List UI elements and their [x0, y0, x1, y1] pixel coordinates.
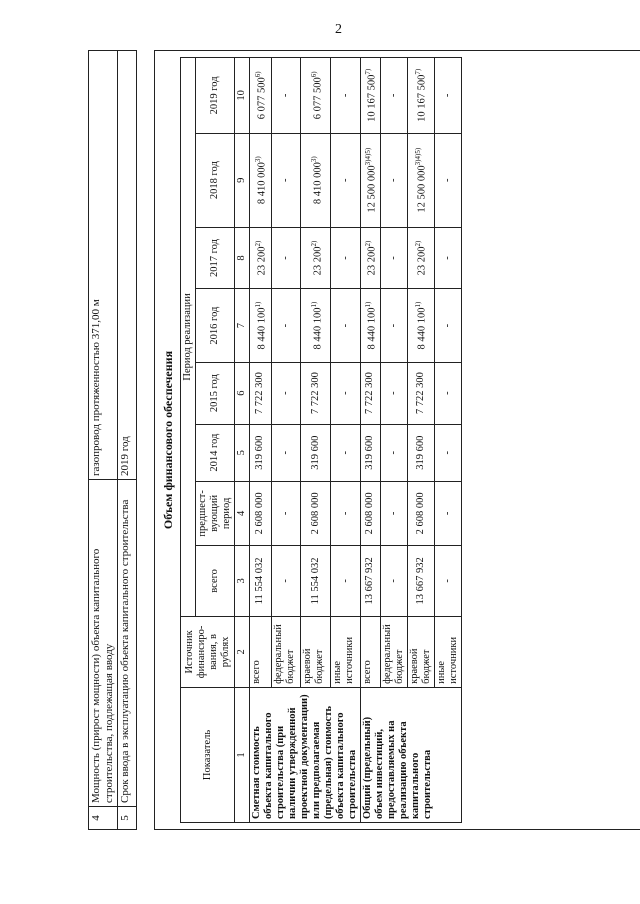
value-text: -: [441, 256, 453, 260]
header-total: всего: [196, 545, 235, 616]
value-text: -: [279, 256, 291, 260]
source-cell: иные источники: [434, 616, 461, 687]
value-cell: [271, 424, 301, 481]
value-cell: [407, 362, 434, 424]
top-table: [88, 50, 137, 830]
top-row: [89, 51, 118, 830]
value-cell: [331, 289, 361, 362]
row-label: Срок ввода в эксплуатацию объекта капитального строительства: [118, 480, 137, 807]
row-value: 2019 год: [118, 51, 137, 480]
column-number: 10: [235, 58, 250, 134]
column-number: 2: [235, 616, 250, 687]
value-text: 2 608 000: [254, 492, 266, 535]
row-number: 5: [118, 807, 137, 830]
value-text: 10 167 500: [416, 74, 428, 122]
value-text: -: [441, 93, 453, 98]
value-text: 7 722 300: [254, 372, 266, 415]
indicator-cell: Общий (предельный) объем инвестиций, предоставляемых на реализацию объекта капитального строительства: [361, 687, 462, 822]
value-cell: [434, 289, 461, 362]
value-text: -: [339, 256, 351, 260]
value-cell: [380, 424, 407, 481]
header-indicator: Показатель: [181, 687, 235, 822]
column-number: 6: [235, 362, 250, 424]
value-text: 7 722 300: [309, 372, 321, 415]
value-cell: [380, 289, 407, 362]
value-cell: [434, 133, 461, 227]
value-cell: [301, 58, 331, 134]
value-cell: [301, 424, 331, 481]
value-cell: [407, 481, 434, 545]
value-text: -: [387, 323, 399, 328]
value-text: 2 608 000: [364, 492, 376, 535]
value-text: 6 077 500: [312, 77, 323, 120]
value-cell: [380, 481, 407, 545]
value-cell: [380, 545, 407, 616]
source-cell: краевой бюджет: [407, 616, 434, 687]
value-cell: [301, 481, 331, 545]
footnote-marker: 1): [364, 301, 372, 308]
row-value: газопровод протяженностью 371,00 м: [89, 51, 118, 480]
value-cell: [331, 58, 361, 134]
column-number: 4: [235, 481, 250, 545]
value-cell: [331, 424, 361, 481]
header-year: 2017 год: [196, 227, 235, 289]
footnote-marker: 3): [254, 156, 263, 163]
value-text: 319 600: [414, 435, 426, 470]
value-cell: [331, 481, 361, 545]
value-cell: [250, 362, 272, 424]
value-text: -: [339, 323, 351, 328]
value-cell: [407, 58, 434, 134]
value-cell: [301, 133, 331, 227]
column-number: 7: [235, 289, 250, 362]
value-text: 11 554 032: [309, 557, 321, 605]
value-text: 12 500 000: [366, 165, 378, 213]
value-text: -: [339, 178, 351, 182]
value-cell: [331, 362, 361, 424]
value-text: 2 608 000: [414, 492, 426, 535]
value-text: -: [387, 391, 399, 395]
value-text: 8 410 000: [256, 162, 268, 205]
value-cell: [250, 58, 272, 134]
value-text: -: [387, 511, 399, 516]
value-cell: [271, 227, 301, 289]
value-text: -: [279, 178, 291, 182]
value-cell: [434, 481, 461, 545]
source-cell: краевой бюджет: [301, 616, 331, 687]
value-cell: [301, 227, 331, 289]
footnote-marker: 3)4)5): [414, 147, 423, 166]
footnote-marker: 3)4)5): [364, 147, 372, 166]
value-text: -: [441, 323, 453, 328]
value-cell: [407, 227, 434, 289]
source-cell: всего: [361, 616, 381, 687]
header-previous: предшест-вующий период: [196, 481, 235, 545]
value-text: -: [387, 178, 399, 182]
footnote-marker: 2): [309, 240, 318, 247]
value-text: 23 200: [366, 246, 378, 276]
value-cell: [271, 289, 301, 362]
value-cell: [361, 133, 381, 227]
value-cell: [407, 289, 434, 362]
page-number: 2: [335, 22, 342, 37]
indicator-cell: Сметная стоимость объекта капитального строительства (при наличии утвержденной проектной документации) или предполагаемая (предельная) стоимость объекта капитального строительства: [250, 687, 361, 822]
value-cell: [271, 58, 301, 134]
footnote-marker: 6): [309, 71, 318, 78]
value-text: 13 667 932: [414, 557, 426, 605]
value-text: 6 077 500: [256, 77, 268, 120]
value-text: -: [279, 450, 291, 455]
section-title: Объем финансового обеспечения: [161, 350, 175, 530]
value-cell: [271, 133, 301, 227]
row-label: Мощность (прирост мощности) объекта капитального строительства, подлежащая вводу: [89, 480, 118, 807]
value-cell: [301, 362, 331, 424]
value-cell: [434, 545, 461, 616]
value-cell: [434, 424, 461, 481]
value-cell: [407, 545, 434, 616]
source-cell: федеральный бюджет: [380, 616, 407, 687]
value-cell: [361, 227, 381, 289]
value-text: -: [387, 93, 399, 98]
value-text: -: [279, 93, 291, 98]
column-number: 8: [235, 227, 250, 289]
value-text: -: [387, 256, 399, 260]
value-cell: [407, 133, 434, 227]
value-text: -: [339, 511, 351, 516]
value-text: -: [339, 391, 351, 395]
value-text: -: [339, 93, 351, 98]
value-text: -: [279, 323, 291, 328]
value-text: 10 167 500: [366, 74, 378, 122]
value-cell: [361, 58, 381, 134]
value-cell: [331, 133, 361, 227]
value-cell: [331, 545, 361, 616]
footnote-marker: 1): [309, 301, 318, 308]
value-text: 23 200: [312, 246, 323, 276]
header-year: 2018 год: [196, 133, 235, 227]
footnote-marker: 2): [414, 240, 423, 247]
value-text: -: [279, 391, 291, 395]
value-cell: [380, 58, 407, 134]
top-row: [118, 51, 137, 830]
value-cell: [271, 481, 301, 545]
value-cell: [434, 58, 461, 134]
value-cell: [407, 424, 434, 481]
column-number: 5: [235, 424, 250, 481]
table-row: [361, 58, 381, 823]
source-cell: всего: [250, 616, 272, 687]
header-year: 2016 год: [196, 289, 235, 362]
value-text: -: [387, 450, 399, 455]
header-year: 2019 год: [196, 58, 235, 134]
value-cell: [361, 481, 381, 545]
value-text: 8 410 000: [312, 162, 323, 205]
value-cell: [250, 227, 272, 289]
value-cell: [250, 289, 272, 362]
value-text: 23 200: [256, 246, 268, 276]
table-row: [250, 58, 272, 823]
value-cell: [250, 424, 272, 481]
footnote-marker: 2): [254, 240, 263, 247]
value-cell: [380, 133, 407, 227]
financing-table: [180, 57, 462, 823]
value-cell: [271, 545, 301, 616]
footnote-marker: 3): [309, 156, 318, 163]
value-text: 319 600: [364, 435, 376, 470]
value-text: 11 554 032: [254, 557, 266, 605]
value-cell: [250, 545, 272, 616]
value-cell: [434, 227, 461, 289]
source-cell: иные источники: [331, 616, 361, 687]
value-text: -: [441, 178, 453, 182]
value-text: 8 440 100: [312, 307, 323, 350]
value-text: 2 608 000: [309, 492, 321, 535]
value-text: 319 600: [254, 435, 266, 470]
header-year: 2015 год: [196, 362, 235, 424]
value-text: -: [279, 511, 291, 516]
value-text: 8 440 100: [256, 307, 268, 350]
value-text: -: [339, 579, 351, 583]
value-cell: [301, 545, 331, 616]
rotated-content: [88, 50, 640, 830]
value-cell: [250, 481, 272, 545]
value-cell: [250, 133, 272, 227]
value-cell: [361, 289, 381, 362]
value-cell: [380, 362, 407, 424]
source-cell: федеральный бюджет: [271, 616, 301, 687]
footnote-marker: 1): [414, 301, 423, 308]
value-cell: [271, 362, 301, 424]
value-text: 319 600: [309, 435, 321, 470]
column-number: 3: [235, 545, 250, 616]
footnote-marker: 7): [414, 68, 423, 75]
footnote-marker: 2): [364, 240, 372, 247]
value-text: -: [441, 511, 453, 516]
value-text: -: [387, 579, 399, 583]
financing-section: [154, 50, 640, 830]
header-period: Период реализации: [181, 58, 196, 617]
value-cell: [361, 545, 381, 616]
value-cell: [331, 227, 361, 289]
value-text: 23 200: [416, 246, 428, 276]
footnote-marker: 6): [254, 71, 263, 78]
value-text: -: [441, 450, 453, 455]
value-cell: [301, 289, 331, 362]
value-text: 7 722 300: [414, 372, 426, 415]
footnote-marker: 1): [254, 301, 263, 308]
value-cell: [434, 362, 461, 424]
value-text: -: [441, 579, 453, 583]
value-text: -: [441, 391, 453, 395]
value-text: -: [279, 579, 291, 583]
value-text: 12 500 000: [416, 165, 428, 213]
column-number: 1: [235, 687, 250, 822]
value-text: 7 722 300: [364, 372, 376, 415]
column-numbers-row: [235, 58, 250, 823]
row-number: 4: [89, 807, 118, 830]
financing-body: [250, 58, 462, 823]
value-text: 13 667 932: [364, 557, 376, 605]
value-cell: [361, 362, 381, 424]
value-cell: [380, 227, 407, 289]
column-number: 9: [235, 133, 250, 227]
value-text: 8 440 100: [416, 307, 428, 350]
header-source: Источник финансиро-вания, в рублях: [181, 616, 235, 687]
value-text: 8 440 100: [366, 307, 378, 350]
value-cell: [361, 424, 381, 481]
value-text: -: [339, 450, 351, 455]
header-year: 2014 год: [196, 424, 235, 481]
footnote-marker: 7): [364, 68, 372, 75]
